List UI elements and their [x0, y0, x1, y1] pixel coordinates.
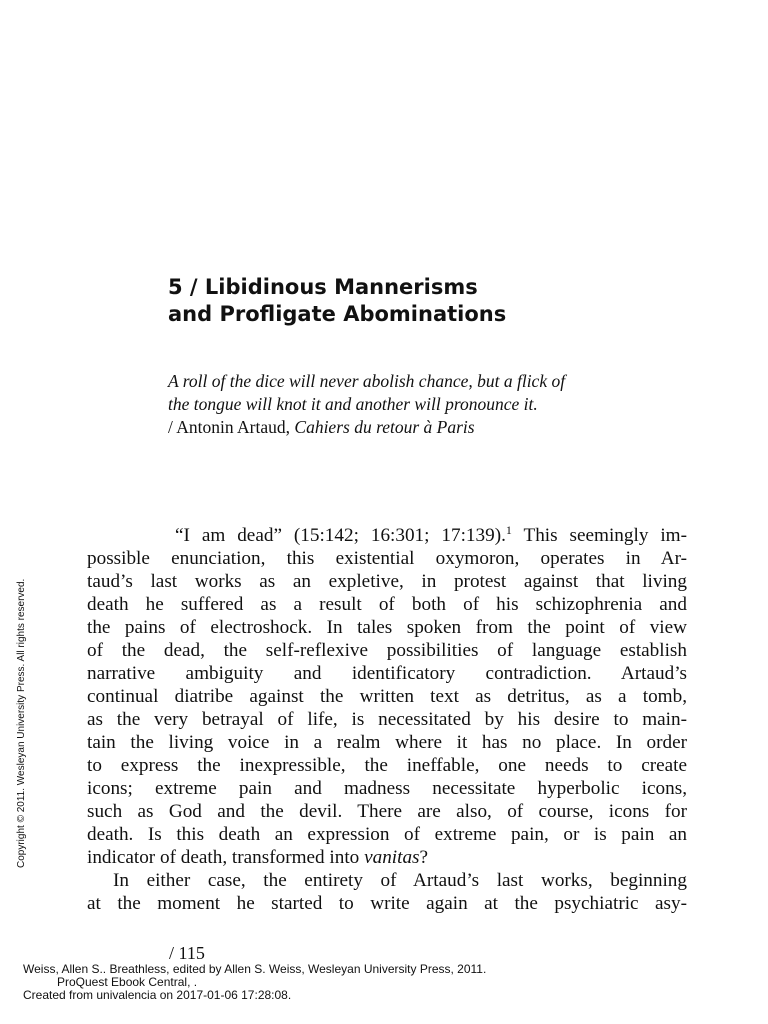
- epigraph-attribution: [168, 416, 708, 439]
- footer-created: Created from univalencia on 2017-01-06 17:28:08.: [23, 988, 292, 1002]
- body-line-1-start: “I am dead” (15:142; 16:301; 17:139).: [175, 525, 506, 546]
- body-line: narrative ambiguity and identificatory contradiction. Artaud’s: [87, 663, 687, 684]
- side-copyright-notice: Copyright © 2011. Wesleyan University Press. All rights reserved.: [16, 578, 27, 868]
- page-number: / 115: [169, 943, 205, 963]
- body-line: taud’s last works as an expletive, in protest against that living: [87, 571, 687, 592]
- footer-citation: Weiss, Allen S.. Breathless, edited by Allen S. Weiss, Wesleyan University Press, 2011.: [23, 962, 487, 976]
- footnote-reference: 1: [505, 523, 512, 537]
- body-line: as the very betrayal of life, is necessitated by his desire to main-: [87, 709, 687, 730]
- footer-provider: ProQuest Ebook Central, .: [57, 975, 198, 989]
- chapter-title-line-2: and Profligate Abominations: [168, 302, 507, 326]
- body-line: death he suffered as a result of both of his schizophrenia and: [87, 594, 687, 615]
- chapter-title-line-1: 5 / Libidinous Mannerisms: [168, 275, 478, 299]
- body-line: of the dead, the self-reflexive possibilities of language establish: [87, 640, 687, 661]
- body-term-vanitas: vanitas: [364, 847, 420, 868]
- body-line: icons; extreme pain and madness necessitate hyperbolic icons,: [87, 778, 687, 799]
- body-line: tain the living voice in a realm where it has no place. In order: [87, 732, 687, 753]
- body-line: death. Is this death an expression of extreme pain, or is pain an: [87, 824, 687, 845]
- body-line: [87, 846, 687, 869]
- body-text: [87, 524, 687, 915]
- chapter-title: [168, 274, 728, 328]
- body-line: continual diatribe against the written text as detritus, as a tomb,: [87, 686, 687, 707]
- body-line: such as God and the devil. There are also, of course, icons for: [87, 801, 687, 822]
- body-line: the pains of electroshock. In tales spoken from the point of view: [87, 617, 687, 638]
- epigraph-attribution-author: / Antonin Artaud,: [168, 417, 295, 437]
- body-line: In either case, the entirety of Artaud’s last works, beginning: [113, 870, 687, 891]
- epigraph-quote-line-1: A roll of the dice will never abolish chance, but a flick of: [168, 371, 566, 391]
- body-line: to express the inexpressible, the ineffable, one needs to create: [87, 755, 687, 776]
- epigraph-quote-line-2: the tongue will knot it and another will pronounce it.: [168, 394, 538, 414]
- epigraph: [168, 370, 708, 439]
- body-line-15-start: indicator of death, transformed into: [87, 847, 365, 868]
- source-footer: [23, 963, 486, 1002]
- body-line: at the moment he started to write again at the psychiatric asy-: [87, 893, 687, 914]
- body-line-1-end: This seemingly im-: [511, 525, 687, 546]
- epigraph-attribution-work: Cahiers du retour à Paris: [294, 417, 475, 437]
- body-line: [87, 524, 687, 547]
- body-line-15-end: ?: [419, 847, 429, 868]
- body-line: possible enunciation, this existential oxymoron, operates in Ar-: [87, 548, 687, 569]
